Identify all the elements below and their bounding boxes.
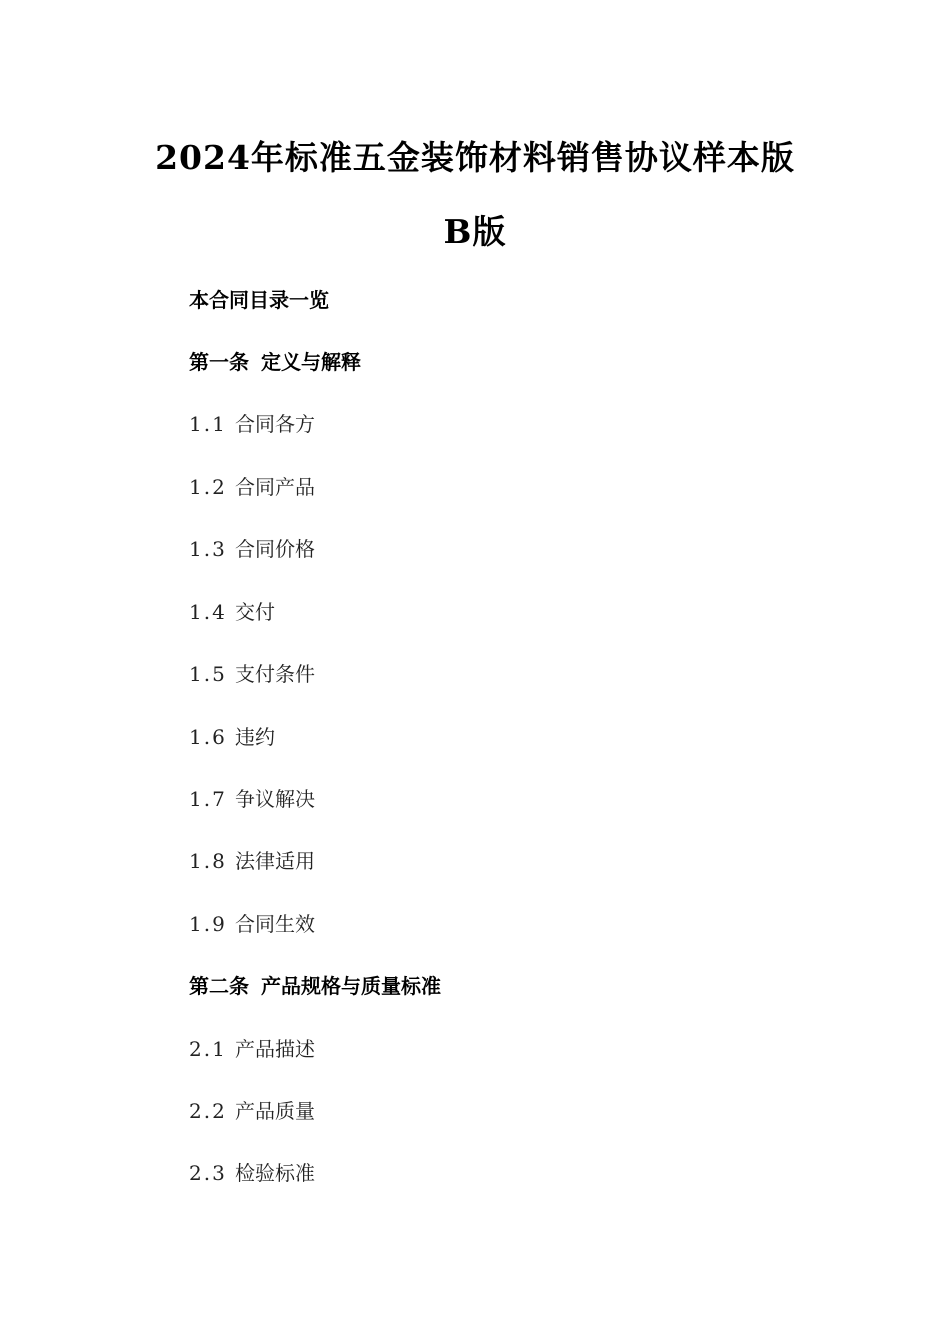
toc-item xyxy=(189,471,315,500)
item-text: 合同产品 xyxy=(235,475,315,499)
article-number: 第二条 xyxy=(189,974,249,998)
toc-item xyxy=(189,1033,315,1062)
toc-item xyxy=(189,1095,315,1124)
toc-item xyxy=(189,533,315,562)
item-text: 产品质量 xyxy=(235,1099,315,1123)
item-number: 1.3 xyxy=(189,537,227,561)
toc-article-2 xyxy=(189,970,441,999)
item-number: 1.7 xyxy=(189,787,227,811)
toc-item xyxy=(189,783,315,812)
item-number: 1.8 xyxy=(189,849,227,873)
item-text: 产品描述 xyxy=(235,1037,315,1061)
item-text: 合同价格 xyxy=(235,537,315,561)
toc-item xyxy=(189,658,315,687)
toc-item xyxy=(189,1157,315,1186)
item-number: 2.1 xyxy=(189,1037,227,1061)
toc-item xyxy=(189,408,315,437)
item-number: 1.6 xyxy=(189,725,227,749)
item-number: 1.2 xyxy=(189,475,227,499)
article-number: 第一条 xyxy=(189,350,249,374)
toc-item xyxy=(189,721,275,750)
toc-heading: 本合同目录一览 xyxy=(189,288,329,312)
item-text: 交付 xyxy=(235,600,275,624)
item-number: 2.3 xyxy=(189,1161,227,1185)
toc-item xyxy=(189,908,315,937)
toc-item xyxy=(189,596,275,625)
toc-article-1 xyxy=(189,346,361,375)
title-line-2: B版 xyxy=(443,212,507,251)
item-number: 1.9 xyxy=(189,912,227,936)
article-title: 产品规格与质量标准 xyxy=(261,974,441,998)
item-text: 合同生效 xyxy=(235,912,315,936)
item-text: 支付条件 xyxy=(235,662,315,686)
item-text: 争议解决 xyxy=(235,787,315,811)
item-text: 检验标准 xyxy=(235,1161,315,1185)
item-number: 2.2 xyxy=(189,1099,227,1123)
item-text: 法律适用 xyxy=(235,849,315,873)
item-text: 违约 xyxy=(235,725,275,749)
article-title: 定义与解释 xyxy=(261,350,361,374)
item-number: 1.4 xyxy=(189,600,227,624)
title-line-1: 2024年标准五金装饰材料销售协议样本版 xyxy=(155,138,795,177)
item-number: 1.5 xyxy=(189,662,227,686)
toc-item xyxy=(189,845,315,874)
item-number: 1.1 xyxy=(189,412,227,436)
item-text: 合同各方 xyxy=(235,412,315,436)
